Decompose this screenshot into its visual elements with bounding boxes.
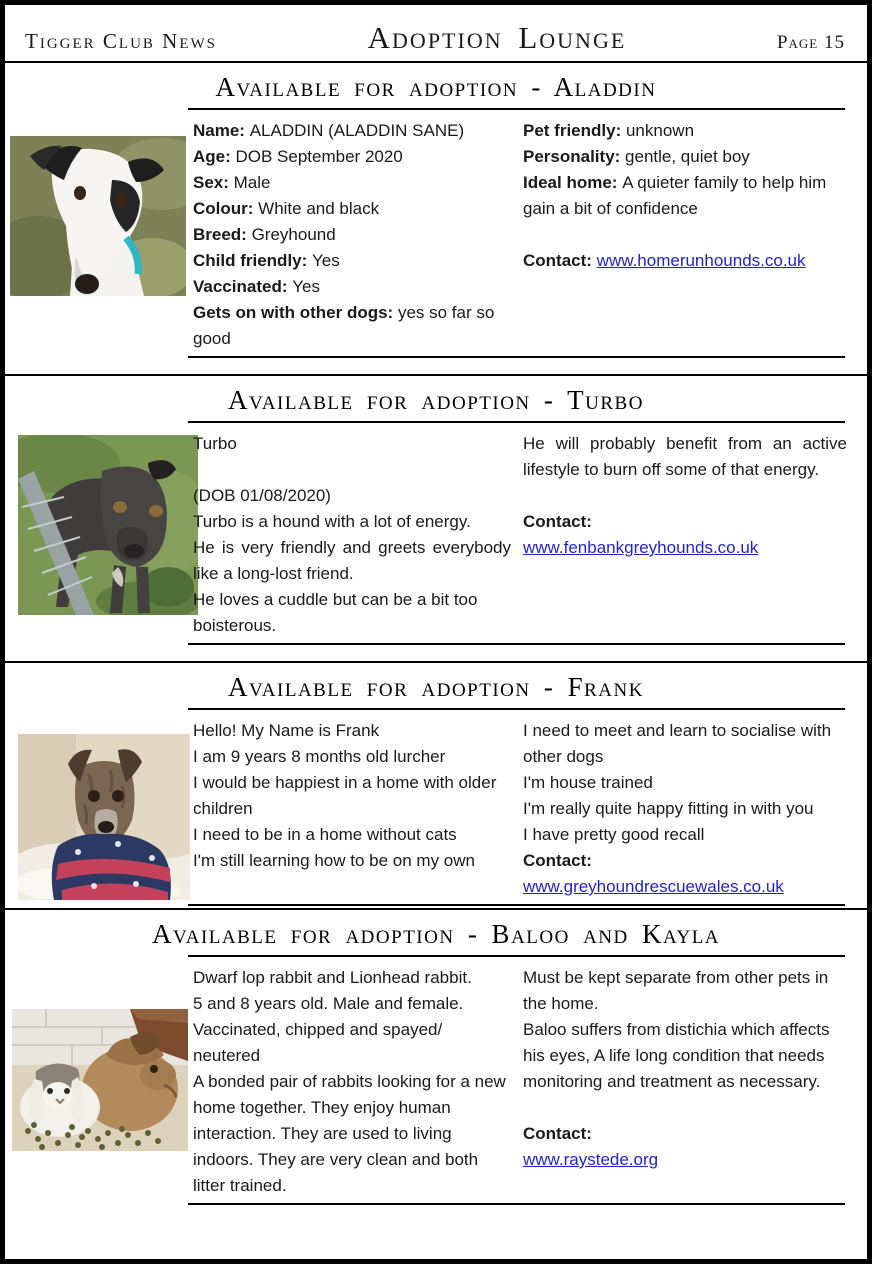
text-line: Vaccinated: Yes — [193, 277, 320, 296]
text-line: Turbo — [193, 434, 237, 453]
section-baloo-kayla — [5, 919, 867, 1205]
field-label: Sex: — [193, 173, 234, 192]
section-separator — [5, 374, 867, 376]
field-label: Pet friendly: — [523, 121, 626, 140]
info-column-right — [523, 118, 847, 274]
text-line: Must be kept separate from other pets in the home. — [523, 968, 829, 1013]
text-line: (DOB 01/08/2020) — [193, 486, 331, 505]
photo-column — [5, 965, 193, 1151]
text-line: Turbo is a hound with a lot of energy. — [193, 512, 471, 531]
page-header — [5, 5, 867, 61]
text-line: I'm still learning how to be on my own — [193, 851, 475, 870]
field-label: Breed: — [193, 225, 252, 244]
section-separator — [5, 908, 867, 910]
contact-link[interactable]: www.fenbankgreyhounds.co.uk — [523, 538, 759, 557]
field-label: Contact: — [523, 1124, 592, 1143]
text-line — [523, 1121, 847, 1147]
text-line: Colour: White and black — [193, 199, 380, 218]
header-rule — [5, 61, 867, 63]
contact-link[interactable]: www.greyhoundrescuewales.co.uk — [523, 877, 784, 896]
field-label: Name: — [193, 121, 250, 140]
text-line: Breed: Greyhound — [193, 225, 336, 244]
text-line — [523, 248, 847, 274]
text-line: Dwarf lop rabbit and Lionhead rabbit. — [193, 968, 472, 987]
text-line: He will probably benefit from an active lifestyle to burn off some of that energy. — [523, 434, 847, 479]
info-column-left — [193, 965, 523, 1199]
newsletter-name: Tigger Club News — [25, 29, 217, 53]
text-line: Name: ALADDIN (ALADDIN SANE) — [193, 121, 465, 140]
text-line — [523, 1147, 847, 1173]
photo-column — [5, 118, 193, 296]
text-line: A bonded pair of rabbits looking for a new home together. They enjoy human interaction. They are used to living indoors. They are very clean and both litter trained. — [193, 1072, 506, 1195]
section-separator — [5, 661, 867, 663]
field-label: Vaccinated: — [193, 277, 293, 296]
contact-link[interactable]: www.raystede.org — [523, 1150, 659, 1169]
section-bottom-rule — [188, 356, 845, 358]
section-bottom-rule — [188, 643, 845, 645]
text-line: I have pretty good recall — [523, 825, 705, 844]
text-line: Child friendly: Yes — [193, 251, 340, 270]
section-heading: Available for adoption - Baloo and Kayla — [151, 919, 721, 949]
info-column-right — [523, 965, 847, 1173]
text-line: Baloo suffers from distichia which affects his eyes, A life long condition that needs monitoring and treatment as necessary. — [523, 1020, 830, 1091]
page-title: Adoption Lounge — [367, 20, 627, 55]
section-bottom-rule — [188, 1203, 845, 1205]
text-line: I'm really quite happy fitting in with you — [523, 799, 814, 818]
info-column-left — [193, 118, 523, 352]
contact-link[interactable]: www.homerunhounds.co.uk — [596, 251, 806, 270]
text-line — [523, 848, 847, 874]
info-column-right — [523, 718, 847, 900]
section-bottom-rule — [188, 904, 845, 906]
text-line: I'm house trained — [523, 773, 653, 792]
text-line: Hello! My Name is Frank — [193, 721, 380, 740]
photo-column — [5, 431, 193, 615]
text-line: Age: DOB September 2020 — [193, 147, 403, 166]
text-line: I am 9 years 8 months old lurcher — [193, 747, 446, 766]
field-label: Age: — [193, 147, 236, 166]
field-label: Contact: — [523, 251, 597, 270]
frank-photo — [18, 734, 190, 900]
section-heading: Available for adoption - Turbo — [228, 385, 644, 415]
text-line: Ideal home: A quieter family to help him gain a bit of confidence — [523, 173, 827, 218]
turbo-photo — [18, 435, 198, 615]
info-column-right — [523, 431, 847, 561]
info-column-left — [193, 718, 523, 874]
text-line — [523, 535, 847, 561]
field-label: Gets on with other dogs: — [193, 303, 398, 322]
section-heading: Available for adoption - Aladdin — [215, 72, 657, 102]
field-label: Personality: — [523, 147, 626, 166]
field-label: Contact: — [523, 851, 592, 870]
text-line: Gets on with other dogs: yes so far so good — [193, 303, 495, 348]
text-line: Vaccinated, chipped and spayed/ — [193, 1020, 443, 1039]
text-line: I need to be in a home without cats — [193, 825, 457, 844]
text-line: He is very friendly and greets everybody like a long-lost friend. — [193, 538, 511, 583]
text-line: He loves a cuddle but can be a bit too boisterous. — [193, 590, 478, 635]
page-number: Page 15 — [776, 32, 845, 53]
section-aladdin — [5, 72, 867, 358]
aladdin-photo — [10, 136, 186, 296]
text-line — [523, 509, 847, 535]
text-line: neutered — [193, 1046, 261, 1065]
text-line — [523, 874, 847, 900]
field-label: Ideal home: — [523, 173, 623, 192]
field-label: Child friendly: — [193, 251, 312, 270]
text-line: 5 and 8 years old. Male and female. — [193, 994, 464, 1013]
text-line: Sex: Male — [193, 173, 271, 192]
text-line: I would be happiest in a home with older children — [193, 773, 497, 818]
text-line: I need to meet and learn to socialise with other dogs — [523, 721, 832, 766]
photo-column — [5, 718, 193, 900]
baloo-kayla-photo — [12, 1009, 188, 1151]
text-line: Pet friendly: unknown — [523, 121, 695, 140]
field-label: Contact: — [523, 512, 592, 531]
field-label: Colour: — [193, 199, 259, 218]
text-line: Personality: gentle, quiet boy — [523, 147, 750, 166]
section-frank — [5, 672, 867, 906]
section-heading: Available for adoption - Frank — [228, 672, 644, 702]
section-turbo — [5, 385, 867, 645]
info-column-left — [193, 431, 523, 639]
